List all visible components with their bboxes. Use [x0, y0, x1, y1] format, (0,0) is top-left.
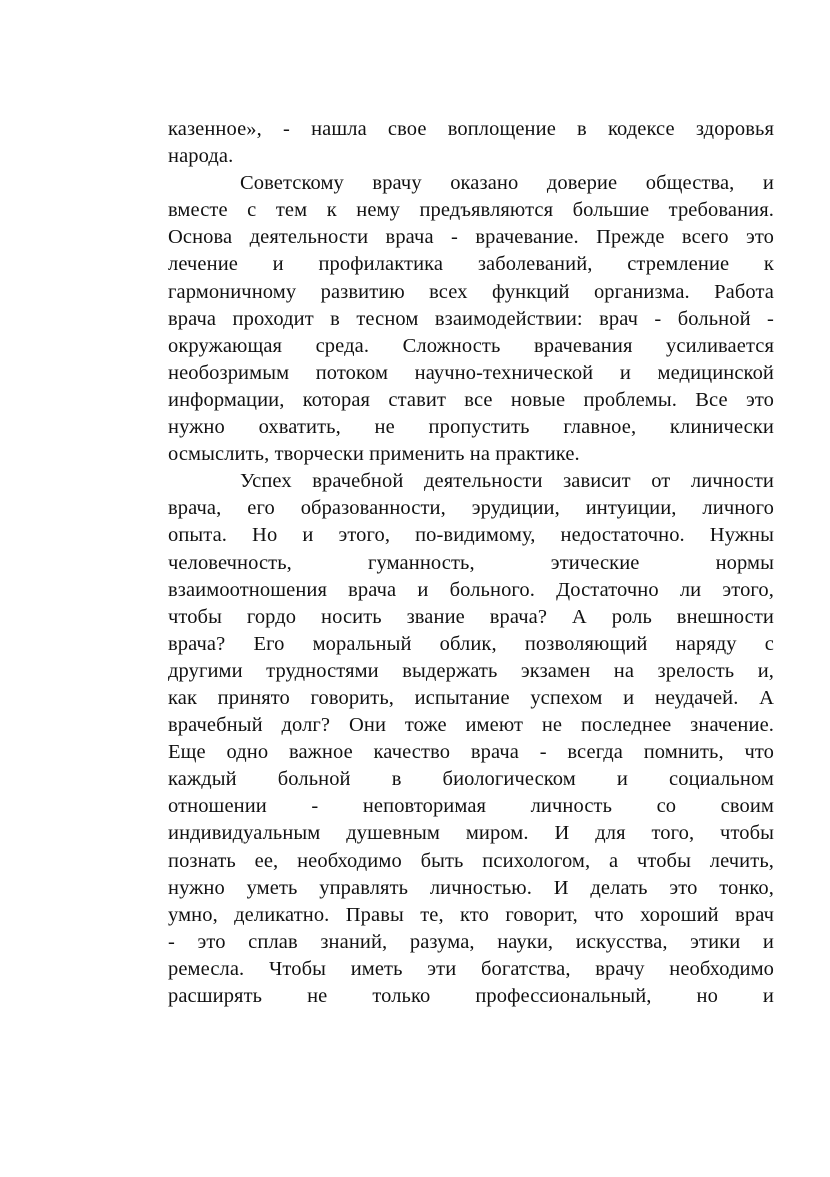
text-line: опыта. Но и этого, по-видимому, недостаточно. Нужны — [168, 524, 774, 547]
text-line: окружающая среда. Сложность врачевания усиливается — [168, 334, 774, 357]
text-line: ремесла. Чтобы иметь эти богатства, врачу необходимо — [168, 957, 774, 980]
text-line: нужно охватить, не пропустить главное, клинически — [168, 416, 774, 439]
text-line: осмыслить, творчески применить на практике. — [168, 443, 580, 466]
text-line: познать ее, необходимо быть психологом, а чтобы лечить, — [168, 849, 774, 872]
text-line: как принято говорить, испытание успехом и неудачей. А — [168, 686, 774, 709]
text-line: нужно уметь управлять личностью. И делать это тонко, — [168, 876, 774, 899]
text-line: лечение и профилактика заболеваний, стремление к — [168, 253, 774, 276]
text-line: информации, которая ставит все новые проблемы. Все это — [168, 388, 774, 411]
text-line: Советскому врачу оказано доверие общества, и — [240, 172, 774, 195]
body-text — [168, 116, 774, 1010]
text-line: вместе с тем к нему предъявляются большие требования. — [168, 199, 774, 222]
text-line: необозримым потоком научно-технической и медицинской — [168, 361, 774, 384]
text-line: Еще одно важное качество врача - всегда помнить, что — [168, 741, 774, 764]
text-line: казенное», - нашла свое воплощение в кодексе здоровья — [168, 118, 774, 140]
text-line: индивидуальным душевным миром. И для того, чтобы — [168, 822, 774, 845]
text-line: народа. — [168, 145, 234, 168]
text-line: Основа деятельности врача - врачевание. Прежде всего это — [168, 226, 774, 249]
text-line: Успех врачебной деятельности зависит от личности — [240, 470, 774, 493]
text-line: человечность, гуманность, этические нормы — [168, 551, 774, 574]
text-line: взаимоотношения врача и больного. Достаточно ли этого, — [168, 578, 774, 601]
text-line: гармоничному развитию всех функций организма. Работа — [168, 280, 774, 303]
text-line: каждый больной в биологическом и социальном — [168, 768, 774, 791]
text-line: другими трудностями выдержать экзамен на зрелость и, — [168, 659, 774, 682]
text-line: умно, деликатно. Правы те, кто говорит, что хороший врач — [168, 903, 774, 926]
text-line: врача проходит в тесном взаимодействии: врач - больной - — [168, 307, 774, 330]
text-line: чтобы гордо носить звание врача? А роль внешности — [168, 605, 774, 628]
text-line: расширять не только профессиональный, но и — [168, 985, 774, 1007]
text-line: врачебный долг? Они тоже имеют не последнее значение. — [168, 714, 774, 737]
text-line: врача, его образованности, эрудиции, интуиции, личного — [168, 497, 774, 520]
text-line: - это сплав знаний, разума, науки, искусства, этики и — [168, 930, 774, 953]
text-line: врача? Его моральный облик, позволяющий наряду с — [168, 632, 774, 655]
text-line: отношении - неповторимая личность со своим — [168, 795, 774, 818]
